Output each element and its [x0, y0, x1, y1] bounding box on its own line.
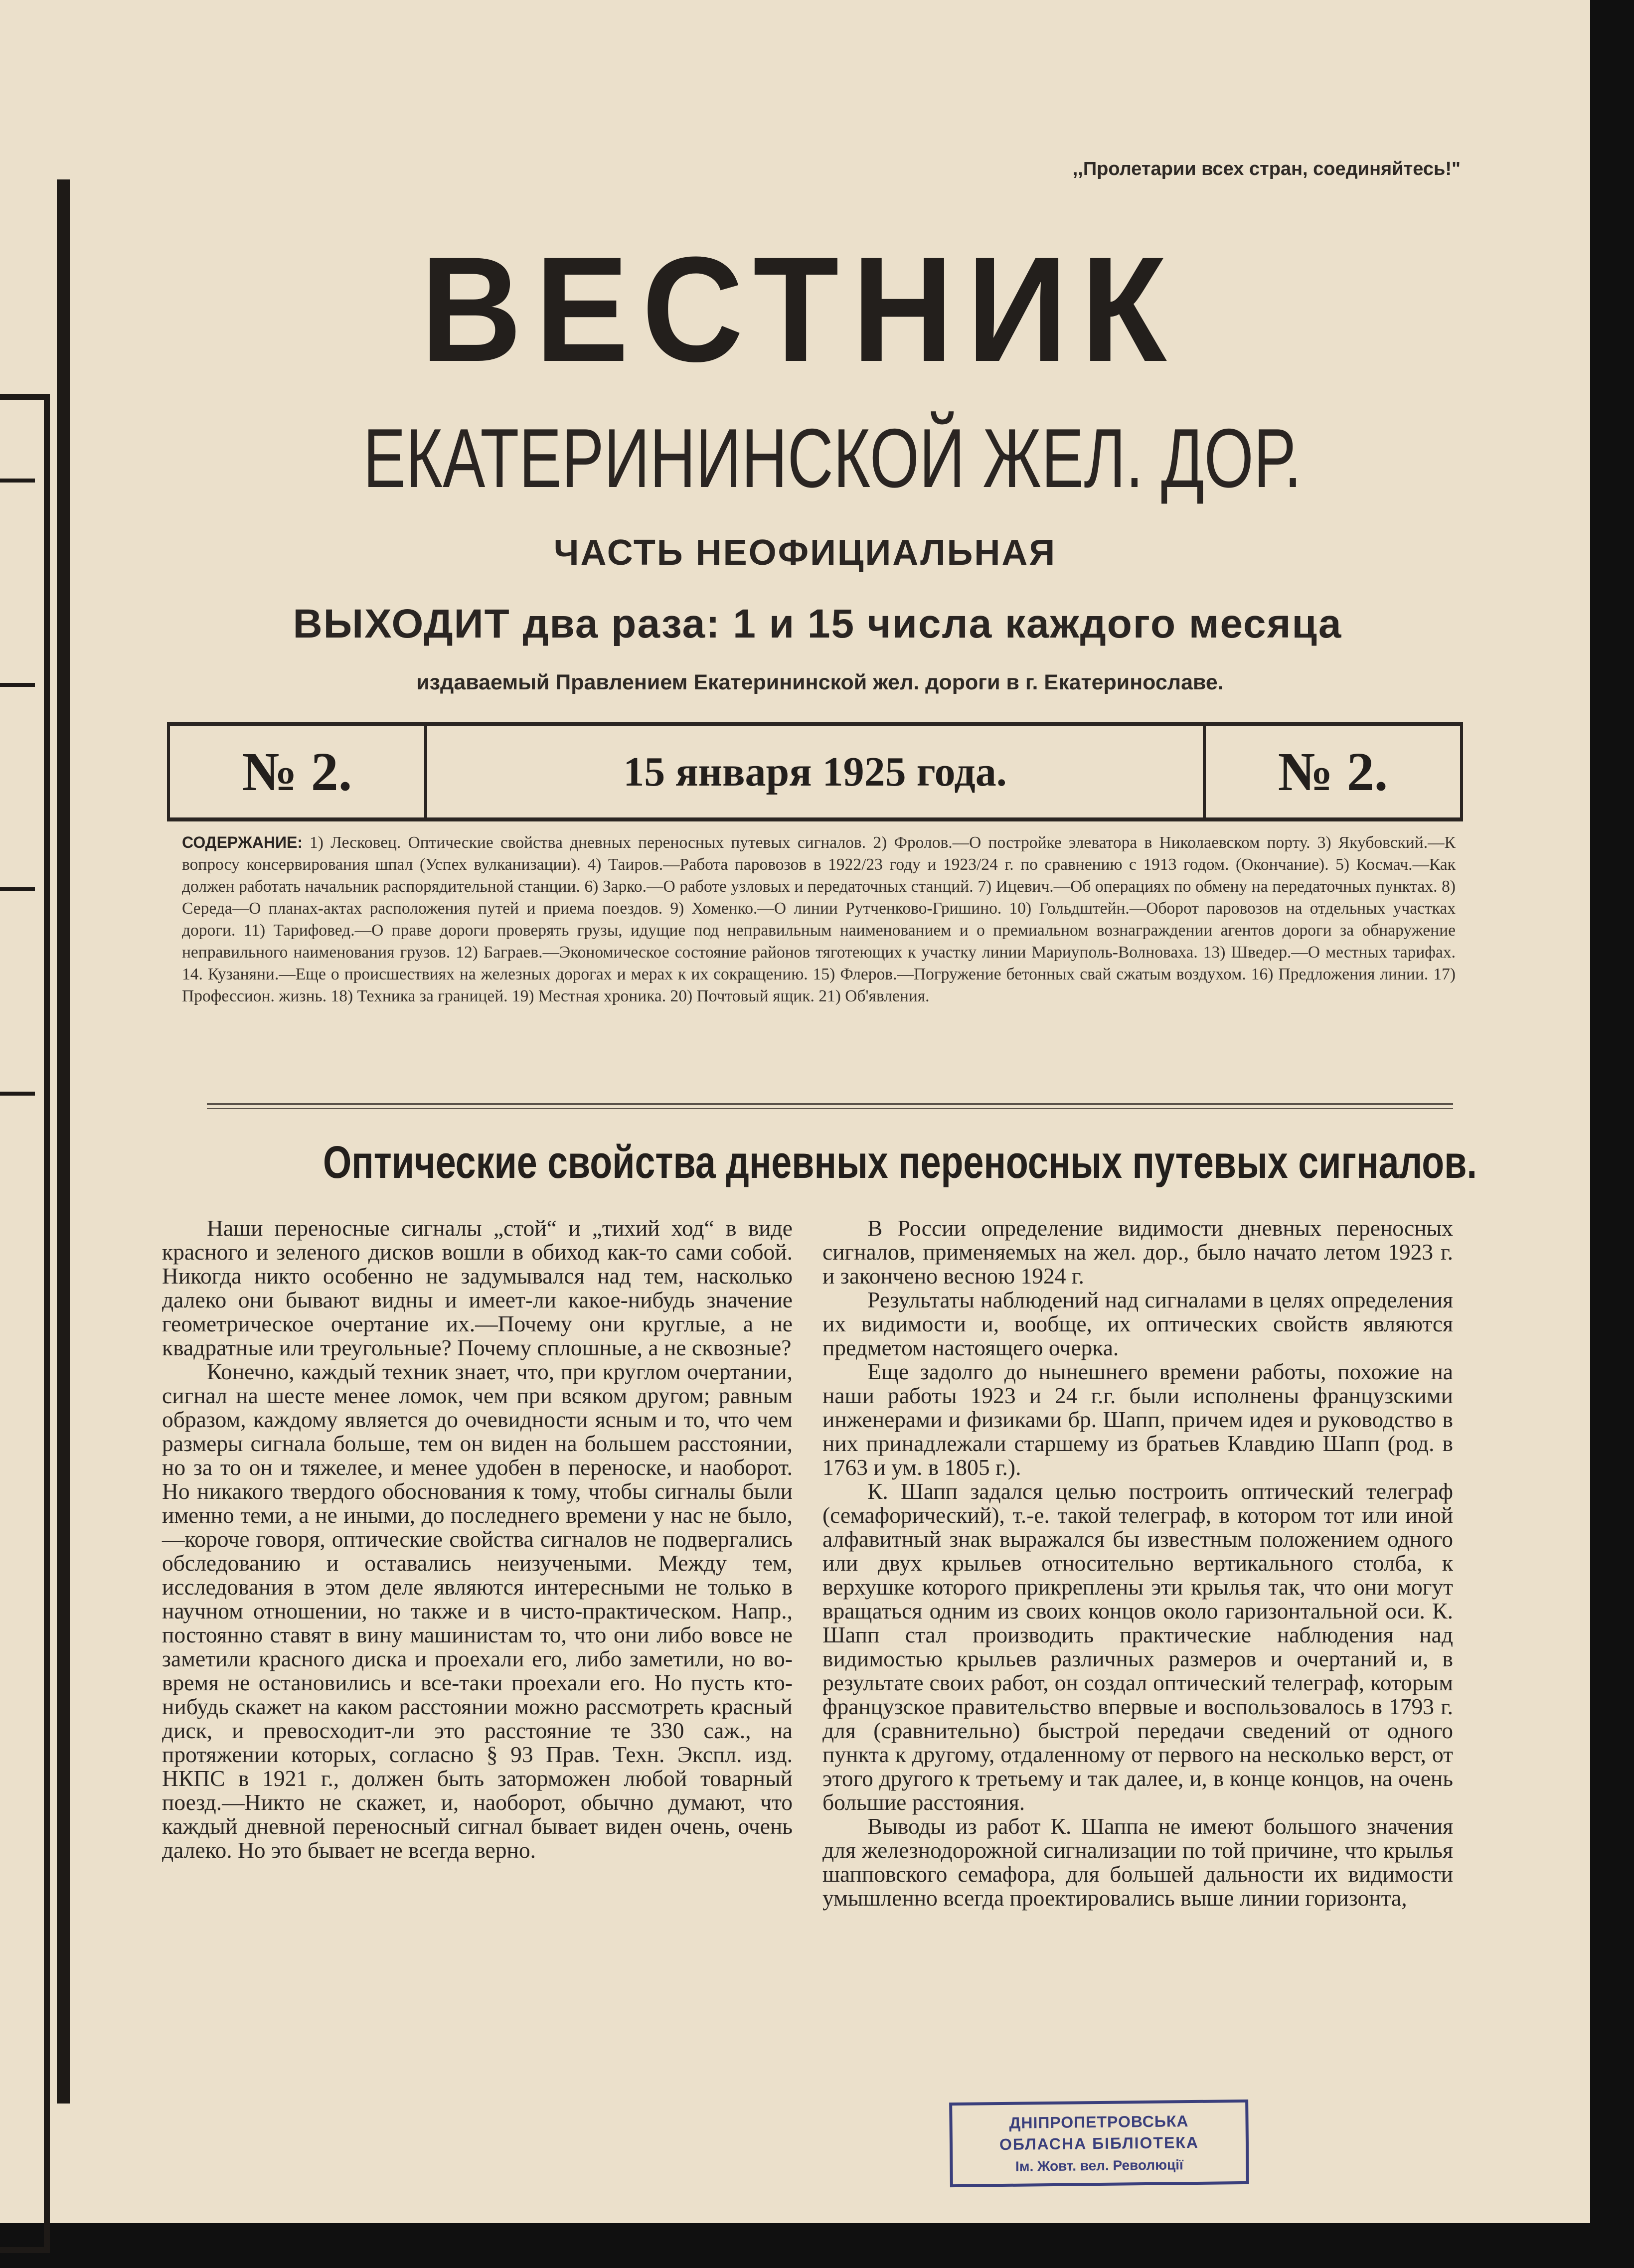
- table-of-contents: [182, 831, 1456, 1101]
- divider: [207, 1103, 1453, 1105]
- article-paragraph: Еще задолго до нынешнего времени работы, похожие на наши работы 1923 и 24 г.г. были исполнены французскими инженерами и физиками бр. Шапп, причем идея и руководство в них принадлежали старшему из братьев Клавдию Шапп (род. в 1763 и ум. в 1805 г.).: [822, 1359, 1453, 1480]
- article-paragraph: Выводы из работ К. Шаппа не имеют большого значения для железнодорожной сигнализации по той причине, что крылья шапповского семафора, для большей дальности их видимости умышленно всегда проектировались выше линии горизонта,: [822, 1813, 1453, 1911]
- article-paragraph: Наши переносные сигналы „стой“ и „тихий ход“ в виде красного и зеленого дисков вошли в обиход как-то сами собой. Никогда никто особенно не задумывался над тем, насколько далеко они бывают видны и имеет-ли какое-нибудь значение геометрическое очертание их.—Почему они круглые, а не квадратные или треугольные? Почему сплошные, а не сквозные?: [162, 1215, 793, 1360]
- issue-banner: [167, 722, 1463, 821]
- stamp-line: ОБЛАСНА БІБЛІОТЕКА: [999, 2133, 1199, 2154]
- binding-tick: [0, 887, 35, 891]
- stamp-line: ДНІПРОПЕТРОВСЬКА: [1009, 2112, 1189, 2132]
- railway-name: ЕКАТЕРИНИНСКОЙ ЖЕЛ. ДОР.: [363, 411, 1302, 505]
- article-paragraph: Результаты наблюдений над сигналами в целях определения их видимости и, вообще, их оптических свойств являются предметом настоящего очерка.: [822, 1287, 1453, 1360]
- motto: ,,Пролетарии всех стран, соединяйтесь!": [1072, 159, 1461, 179]
- issue-number-left: № 2.: [170, 726, 427, 817]
- article-title: Оптические свойства дневных переносных путевых сигналов.: [323, 1137, 1477, 1188]
- article-paragraph: Конечно, каждый техник знает, что, при круглом очертании, сигнал на шесте менее ломок, чем при всяком другом; равным образом, каждому является до очевидности ясным и то, что чем размеры сигнала больше, тем он виден на большем расстоянии, но за то он и тяжелее, и менее удобен в переноске, и наоборот. Но никакого твердого обоснования к тому, чтобы сигналы были именно теми, а не иными, до последнего времени у нас не было,—короче говоря, оптические свойства сигналов не подвергались обследованию и оставались неизучеными. Между тем, исследования в этом деле являются интересными не только в научном отношении, но также и в чисто-практическом. Напр., постоянно ставят в вину машинистам то, что они либо вовсе не заметили красного диска и проехали его, либо заметили, но во-время не остановились и все-таки проехали его. Но пусть кто-нибудь скажет на каком расстоянии можно рассмотреть красный диск, и превосходит-ли это расстояние те 330 саж., на протяжении которых, согласно § 93 Прав. Техн. Экспл. изд. НКПС в 1921 г., должен быть заторможен любой товарный поезд.—Никто не скажет, и, наоборот, обычно думают, что каждый дневной переносный сигнал бывает виден очень, очень далеко. Но это бывает не всегда верно.: [162, 1359, 793, 1863]
- stamp-line: Ім. Жовт. вел. Революції: [1015, 2157, 1184, 2174]
- divider: [207, 1108, 1453, 1109]
- issue-number-right: № 2.: [1278, 741, 1388, 802]
- contents-text: 1) Лесковец. Оптические свойства дневных переносных путевых сигналов. 2) Фролов.—О постройке элеватора в Николаевском порту. 3) Якубовский.—К вопросу консервирования шпал (Успех вулканизации). 4) Таиров.—Работа паровозов в 1922/23 году и 1923/24 г. по сравнению с 1913 годом. (Окончание). 5) Космач.—Как должен работать начальник распорядительной станции. 6) Зарко.—О работе узловых и передаточных станций. 7) Ицевич.—Об операциях по обмену на передаточных пунктах. 8) Середа—О планах-актах расположения путей и приема поездов. 9) Хоменко.—О линии Рутченково-Гришино. 10) Гольдштейн.—Оборот паровозов на отдельных участках дороги. 11) Тарифовед.—О праве дороги проверять грузы, идущие под неправильным наименованием и о премиальном вознаграждении агентов дороги за обнаружение неправильного наименования грузов. 12) Баграев.—Экономическое состояние районов тяготеющих к участку линии Мариуполь-Волноваха. 13) Шведер.—О местных тарифах. 14. Кузаняни.—Еще о происшествиях на железных дорогах и мерах к их сокращению. 15) Флеров.—Погружение бетонных свай сжатым воздухом. 16) Предложения линии. 17) Профессион. жизнь. 18) Техника за границей. 19) Местная хроника. 20) Почтовый ящик. 21) Об'явления.: [182, 833, 1456, 1005]
- article-column-left: [162, 1216, 793, 2113]
- article-column-right: [822, 1216, 1453, 2113]
- contents-label: СОДЕРЖАНИЕ:: [182, 833, 303, 851]
- binding-inner-frame: [0, 394, 50, 2253]
- binding-frame: [0, 179, 70, 2104]
- publisher-line: издаваемый Правлением Екатерининской жел. дороги в г. Екатеринославе.: [416, 670, 1224, 694]
- binding-tick: [0, 683, 35, 687]
- binding-tick: [0, 1092, 35, 1096]
- library-stamp: [949, 2100, 1249, 2187]
- article-paragraph: К. Шапп задался целью построить оптический телеграф (семафорический), т.-е. такой телеграф, в котором тот или иной алфавитный знак выражался бы известным положением одного или двух крыльев относительно вертикального столба, к верхушке которого прикреплены эти крылья так, что они могут вращаться одним из своих концов около гаризонтальной оси. К. Шапп стал производить практические наблюдения над видимостью крыльев различных размеров и очертаний и, в результате своих работ, он создал оптический телеграф, которым французское правительство впервые и воспользовалось в 1793 г. для (сравнительно) быстрой передачи сведений от одного пункта к другому, отдаленному от первого на несколько верст, от этого другого к третьему и так далее, и, в конце концов, на очень большие расстояния.: [822, 1478, 1453, 1815]
- issue-date: 15 января 1925 года.: [427, 726, 1206, 817]
- part-label: ЧАСТЬ НЕОФИЦИАЛЬНАЯ: [553, 533, 1057, 573]
- binding-tick: [0, 479, 35, 483]
- article-paragraph: В России определение видимости дневных переносных сигналов, применяемых на жел. дор., было начато летом 1923 г. и закончено весною 1924 г.: [822, 1215, 1453, 1289]
- masthead-title: ВЕСТНИК: [420, 225, 1180, 393]
- publication-frequency: ВЫХОДИТ два раза: 1 и 15 числа каждого месяца: [293, 601, 1342, 647]
